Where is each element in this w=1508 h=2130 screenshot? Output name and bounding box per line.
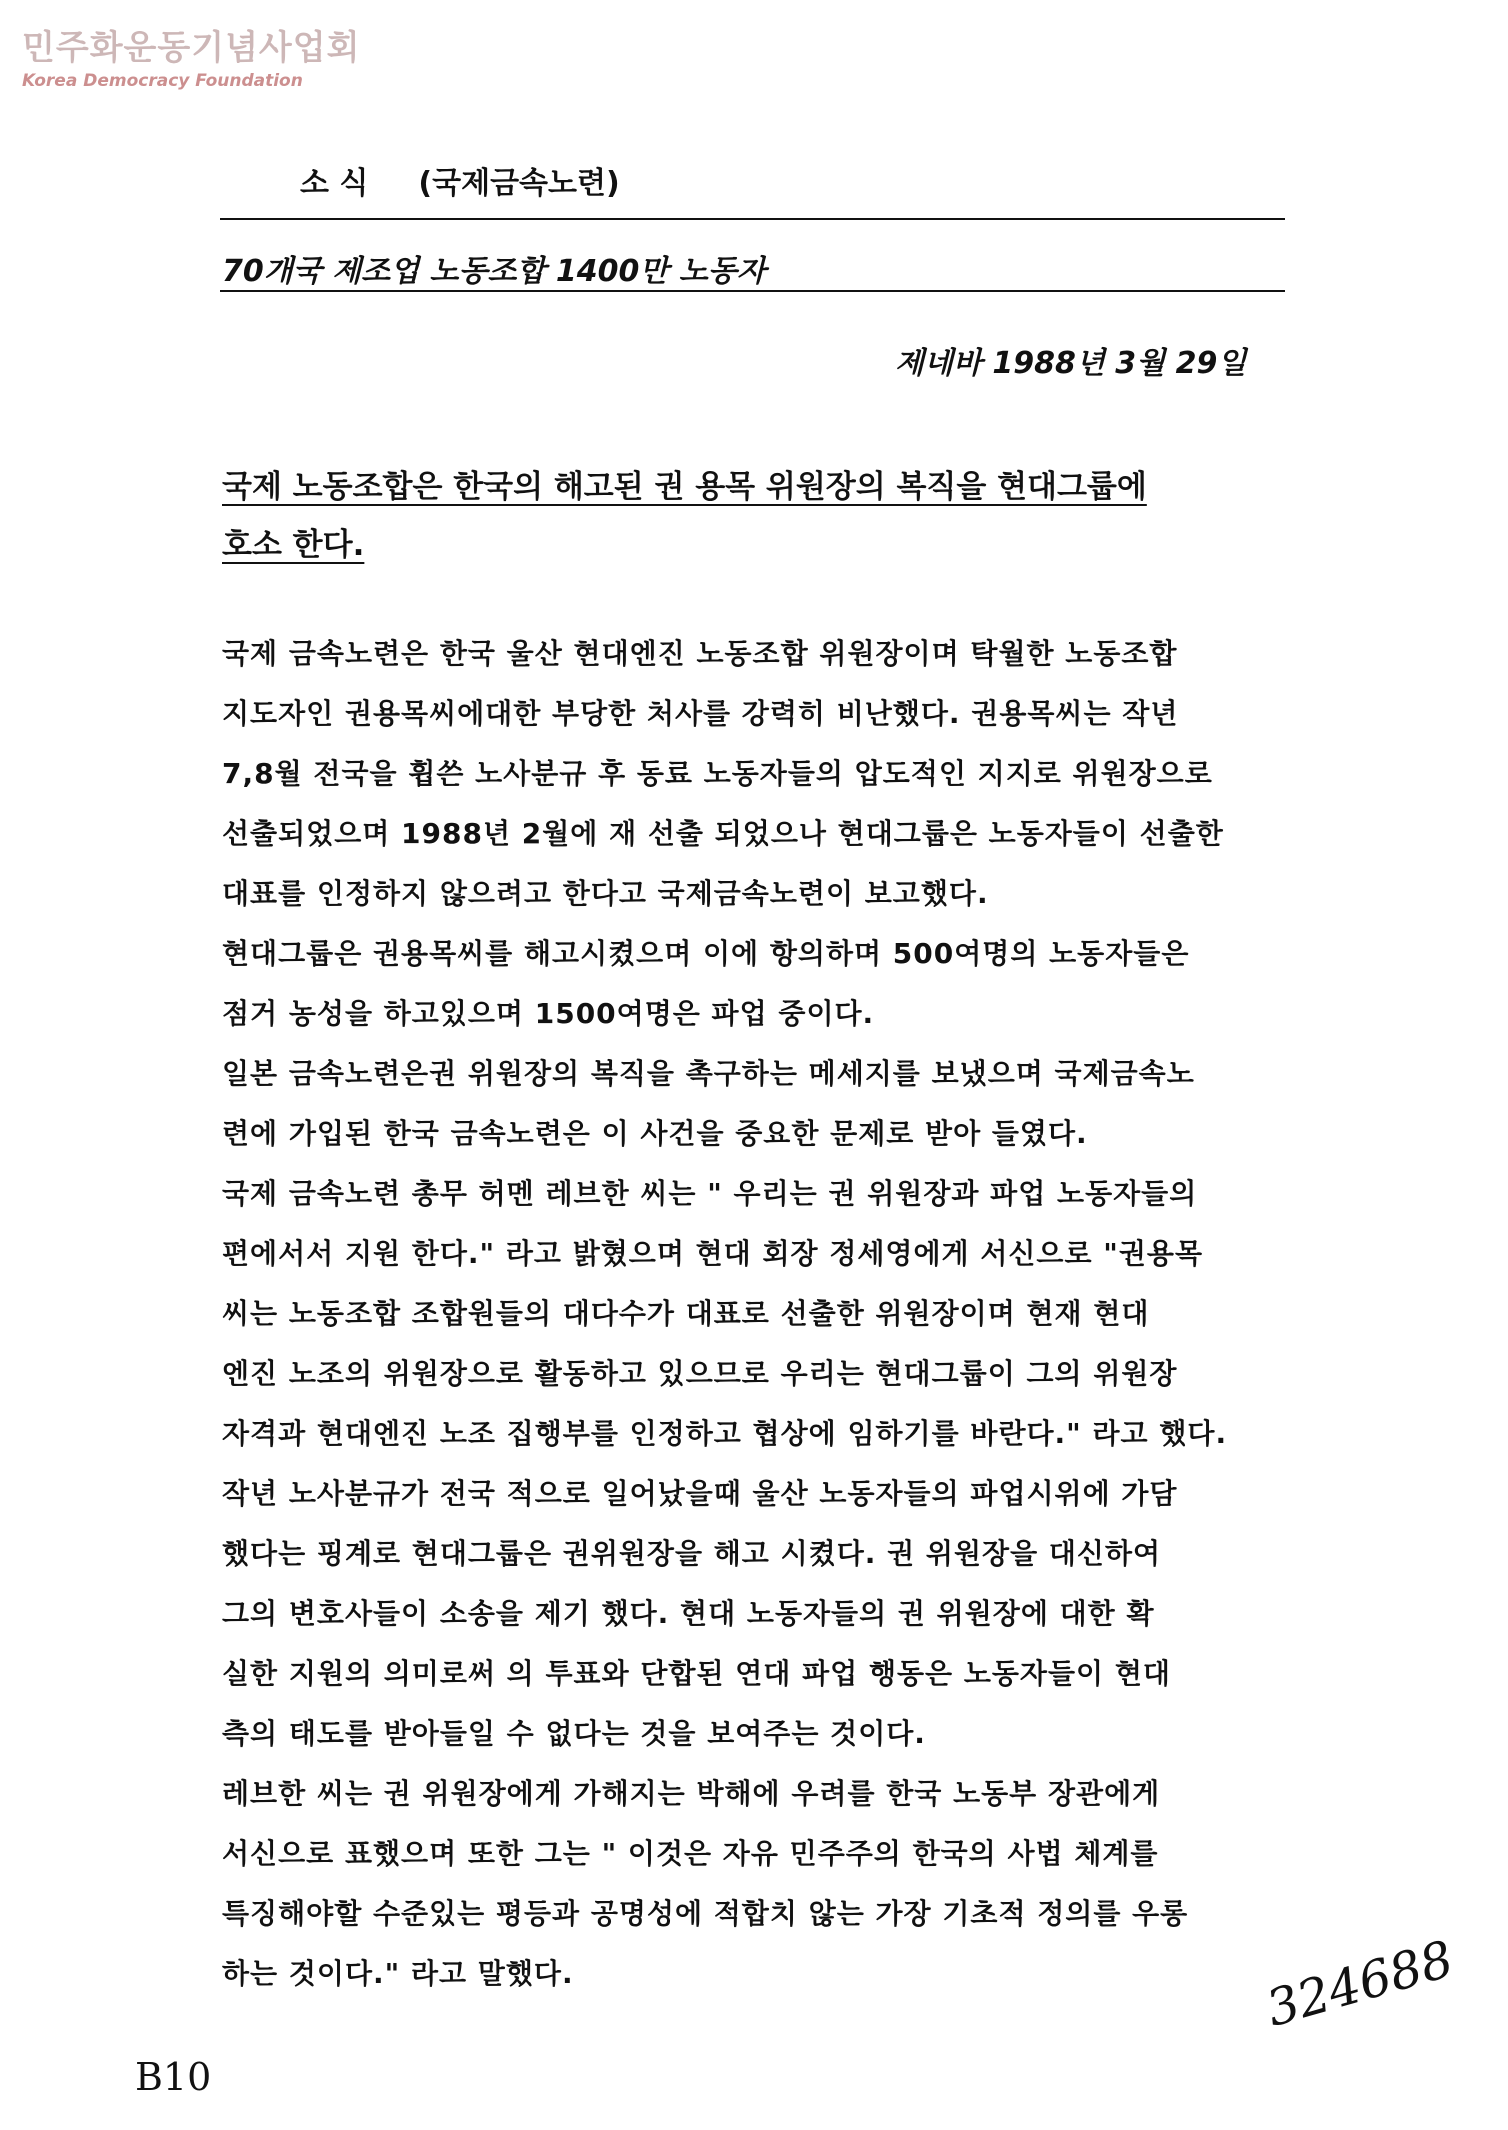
body-line: 점거 농성을 하고있으며 1500여명은 파업 중이다. — [222, 997, 875, 1030]
dateline: 제네바 1988년 3월 29일 — [895, 346, 1247, 381]
headline-line: 호소 한다. — [222, 527, 365, 563]
body-line: 현대그룹은 권용목씨를 해고시켰으며 이에 항의하며 500여명의 노동자들은 — [222, 937, 1190, 970]
watermark-korean: 민주화운동기념사업회 — [22, 28, 361, 68]
body-line: 편에서서 지원 한다." 라고 밝혔으며 현대 회장 정세영에게 서신으로 "권용목 — [222, 1237, 1203, 1270]
body-line: 했다는 핑계로 현대그룹은 권위원장을 해고 시켰다. 권 위원장을 대신하여 — [222, 1537, 1162, 1570]
body-line: 국제 금속노련 총무 허멘 레브한 씨는 " 우리는 권 위원장과 파업 노동자들의 — [222, 1177, 1198, 1210]
body-line: 하는 것이다." 라고 말했다. — [222, 1957, 574, 1990]
page-label: B10 — [135, 2055, 212, 2099]
body-line: 일본 금속노련은권 위원장의 복직을 촉구하는 메세지를 보냈으며 국제금속노 — [222, 1057, 1195, 1090]
headline — [222, 458, 1262, 574]
body-line: 자격과 현대엔진 노조 집행부를 인정하고 협상에 임하기를 바란다." 라고 했다. — [222, 1417, 1228, 1450]
body-line: 엔진 노조의 위원장으로 활동하고 있으므로 우리는 현대그룹이 그의 위원장 — [222, 1357, 1178, 1390]
body-line: 지도자인 권용목씨에대한 부당한 처사를 강력히 비난했다. 권용목씨는 작년 — [222, 697, 1179, 730]
body-line: 련에 가입된 한국 금속노련은 이 사건을 중요한 문제로 받아 들였다. — [222, 1117, 1088, 1150]
body-line: 서신으로 표했으며 또한 그는 " 이것은 자유 민주주의 한국의 사법 체계를 — [222, 1837, 1159, 1870]
watermark-english: Korea Democracy Foundation — [22, 71, 303, 91]
body-line: 씨는 노동조합 조합원들의 대다수가 대표로 선출한 위원장이며 현재 현대 — [222, 1297, 1150, 1330]
body-line: 그의 변호사들이 소송을 제기 했다. 현대 노동자들의 권 위원장에 대한 확 — [222, 1597, 1155, 1630]
subtitle: 70개국 제조업 노동조합 1400만 노동자 — [222, 254, 766, 289]
top-rule — [220, 218, 1285, 220]
body-line: 측의 태도를 받아들일 수 없다는 것을 보여주는 것이다. — [222, 1717, 926, 1750]
body-line: 실한 지원의 의미로써 의 투표와 단합된 연대 파업 행동은 노동자들이 현대 — [222, 1657, 1171, 1690]
subtitle-rule — [220, 290, 1285, 292]
body-text — [222, 624, 1342, 2004]
header-title: 소 식 — [300, 166, 369, 201]
body-line: 작년 노사분규가 전국 적으로 일어났을때 울산 노동자들의 파업시위에 가담 — [222, 1477, 1178, 1510]
watermark — [22, 20, 360, 91]
header-org: (국제금속노련) — [418, 166, 620, 201]
body-line: 특징해야할 수준있는 평등과 공명성에 적합치 않는 가장 기초적 정의를 우롱 — [222, 1897, 1189, 1930]
headline-line: 국제 노동조합은 한국의 해고된 권 용목 위원장의 복직을 현대그룹에 — [222, 469, 1147, 505]
body-line: 국제 금속노련은 한국 울산 현대엔진 노동조합 위원장이며 탁월한 노동조합 — [222, 637, 1178, 670]
handwritten-number: 324688 — [1260, 1929, 1460, 2038]
body-line: 대표를 인정하지 않으려고 한다고 국제금속노련이 보고했다. — [222, 877, 989, 910]
body-line: 7,8월 전국을 휩쓴 노사분규 후 동료 노동자들의 압도적인 지지로 위원장으로 — [222, 757, 1213, 790]
body-line: 선출되었으며 1988년 2월에 재 선출 되었으나 현대그룹은 노동자들이 선출한 — [222, 817, 1224, 850]
body-line: 레브한 씨는 권 위원장에게 가해지는 박해에 우려를 한국 노동부 장관에게 — [222, 1777, 1161, 1810]
document-header — [300, 158, 620, 202]
